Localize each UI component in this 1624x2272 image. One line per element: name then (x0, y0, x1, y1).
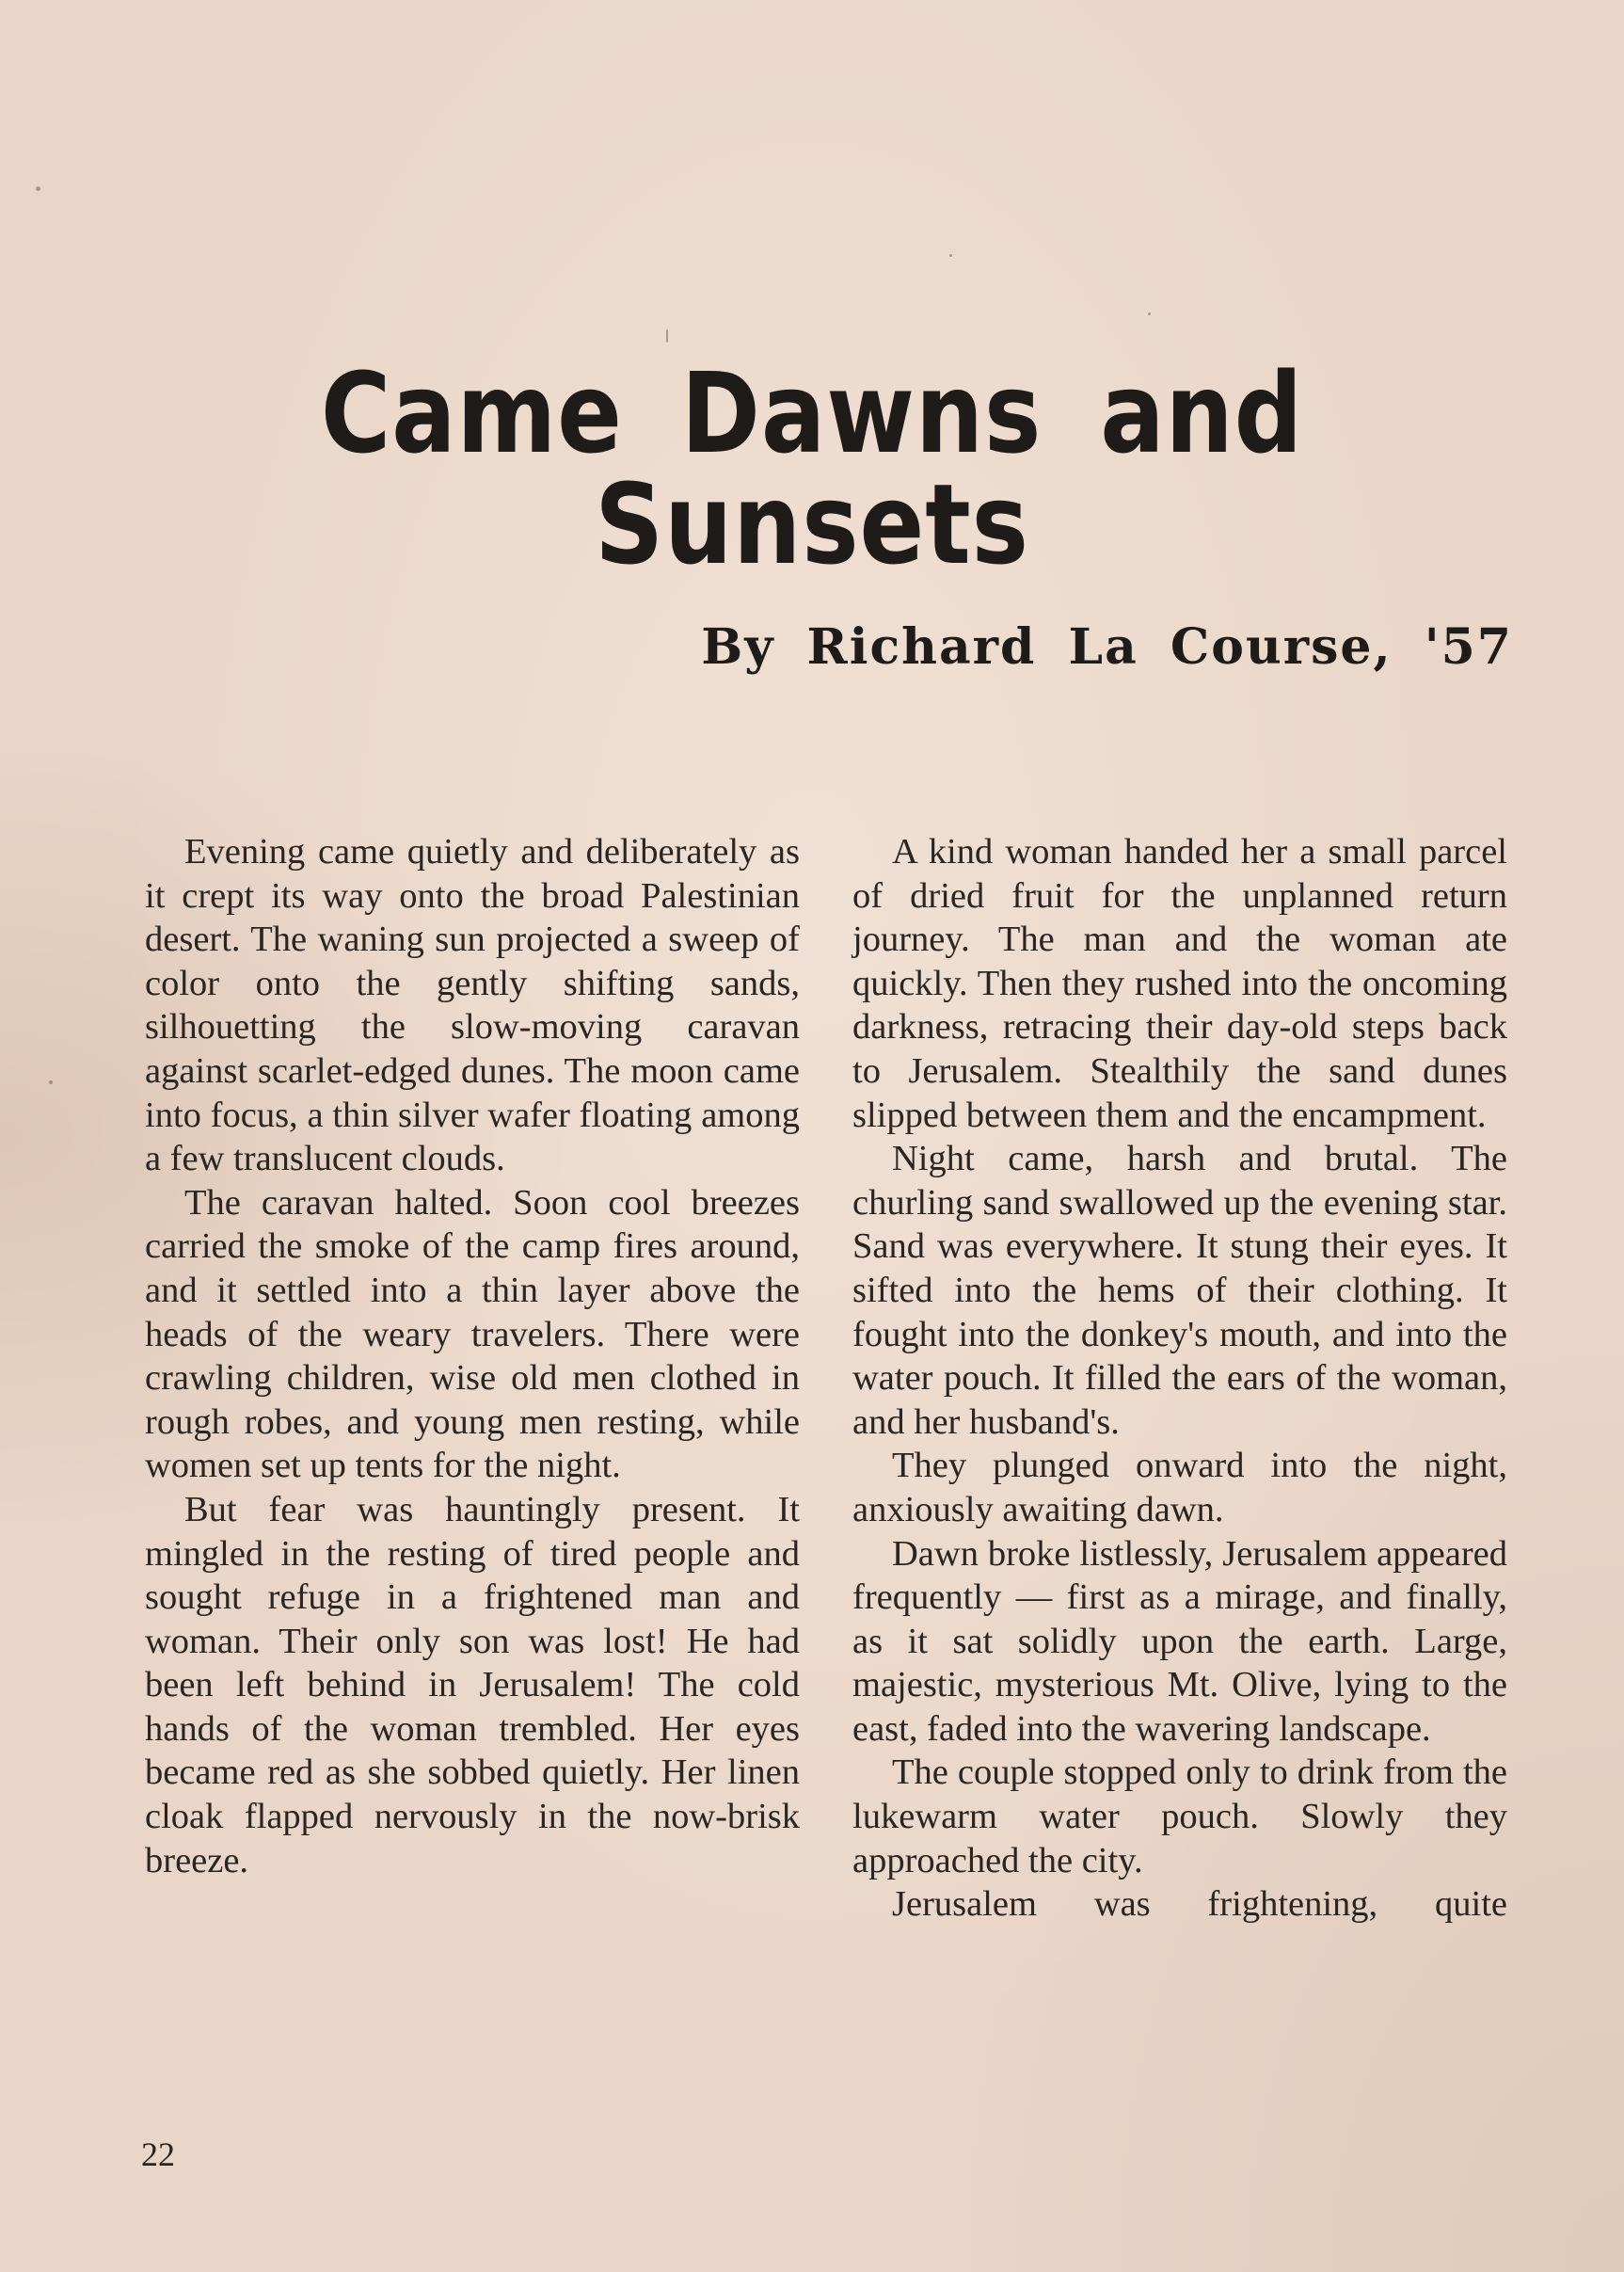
article-title: Came Dawns and Sunsets (320, 348, 1304, 589)
paragraph: They plunged onward into the night, anxiously awaiting dawn. (852, 1446, 1507, 1529)
paragraph-continued: Jerusalem was frightening, quite (892, 1884, 1507, 1925)
paragraph: Dawn broke listlessly, Jerusalem appeared frequently — first as a mirage, and finally, as it sat solidly upon the earth. Large, majestic, mysterious Mt. Olive, lying to the east, faded into the wavering landscape. (852, 1533, 1507, 1749)
page-number: 22 (141, 2136, 175, 2173)
paragraph: The couple stopped only to drink from the lukewarm water pouch. Slowly they approached the city. (852, 1752, 1507, 1880)
text-column-right (852, 830, 1507, 1927)
paper-speck (666, 329, 668, 343)
paper-speck (1148, 312, 1151, 315)
paper-speck (949, 254, 952, 257)
paragraph: A kind woman handed her a small parcel of dried fruit for the unplanned return journey. The man and the woman ate quickly. Then they rushed into the oncoming darkness, retracing their day-old steps back to Jerusalem. Stealthily the sand dunes slipped between them and the encampment. (852, 832, 1507, 1135)
paper-speck (49, 1080, 53, 1084)
paragraph: The caravan halted. Soon cool breezes carried the smoke of the camp fires around, and it settled into a thin layer above the heads of the weary travelers. There were crawling children, wise old men clothed in rough robes, and young men resting, while women set up tents for the night. (145, 1182, 800, 1486)
paper-speck (36, 186, 40, 191)
text-column-left (145, 830, 800, 1882)
paragraph: But fear was hauntingly present. It mingled in the resting of tired people and sought refuge in a frightened man and woman. Their only son was lost! He had been left behind in Jerusalem! The cold hands of the woman trembled. Her eyes became red as she sobbed quietly. Her linen cloak flapped nervously in the now-brisk breeze. (145, 1489, 800, 1880)
article-byline: By Richard La Course, '57 (701, 618, 1513, 676)
paragraph: Night came, harsh and brutal. The churling sand swallowed up the evening star. Sand was everywhere. It stung their eyes. It sifted into the hems of their clothing. It fought into the donkey's mouth, and into the water pouch. It filled the ears of the woman, and her husband's. (852, 1139, 1507, 1442)
paragraph: Evening came quietly and deliberately as it crept its way onto the broad Palestinian desert. The waning sun projected a sweep of color onto the gently shifting sands, silhouetting the slow-moving caravan against scarlet-edged dunes. The moon came into focus, a thin silver wafer floating among a few translucent clouds. (145, 832, 800, 1179)
